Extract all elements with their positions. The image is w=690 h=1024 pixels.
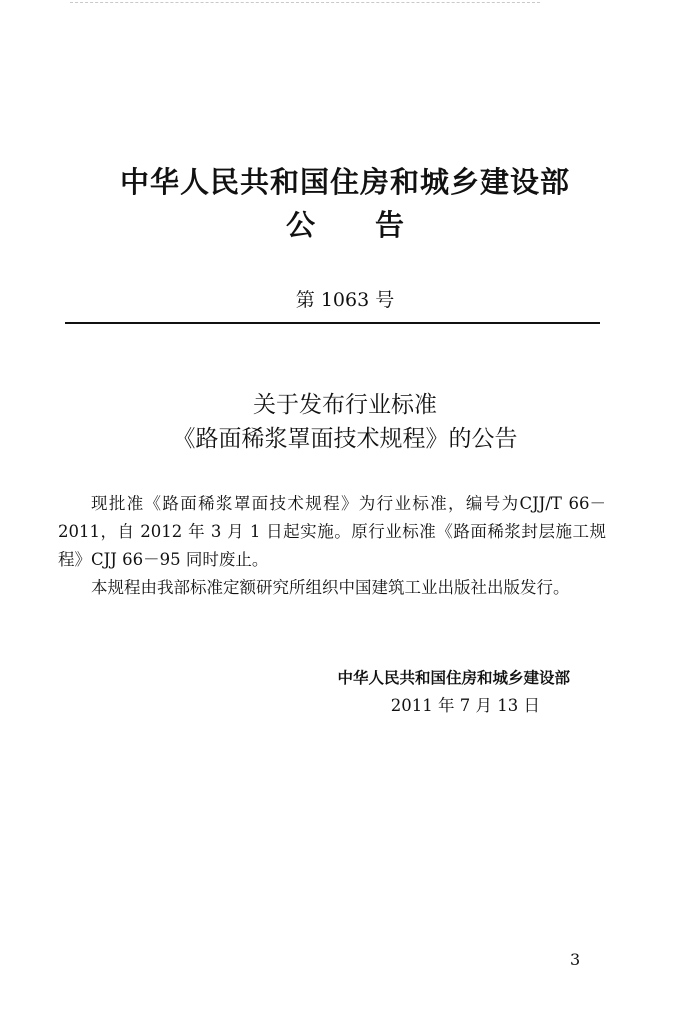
signature-organization: 中华人民共和国住房和城乡建设部 bbox=[337, 669, 570, 687]
body-paragraph-2: 本规程由我部标准定额研究所组织中国建筑工业出版社出版发行。 bbox=[91, 578, 570, 597]
notice-title-line2: 《路面稀浆罩面技术规程》的公告 bbox=[172, 426, 518, 452]
title-char-left: 公 bbox=[285, 208, 315, 242]
announcement-number: 第 1063 号 bbox=[295, 289, 395, 311]
signature-block bbox=[270, 664, 570, 720]
scan-edge-line bbox=[70, 2, 540, 4]
title-char-right: 告 bbox=[375, 208, 405, 242]
document-type-title bbox=[0, 203, 690, 244]
signature-date: 2011 年 7 月 13 日 bbox=[390, 696, 540, 715]
issuing-organization: 中华人民共和国住房和城乡建设部 bbox=[119, 165, 570, 199]
notice-title bbox=[0, 388, 690, 456]
body-paragraph-1: 现批准《路面稀浆罩面技术规程》为行业标准，编号为CJJ/T 66－2011，自 2012 年 3 月 1 日起实施。原行业标准《路面稀浆封层施工规程》CJJ 66－95 同时废止。 bbox=[58, 494, 606, 569]
header-divider bbox=[65, 322, 600, 324]
notice-body bbox=[58, 490, 606, 602]
page-number: 3 bbox=[570, 950, 581, 969]
notice-title-line1: 关于发布行业标准 bbox=[253, 392, 437, 418]
